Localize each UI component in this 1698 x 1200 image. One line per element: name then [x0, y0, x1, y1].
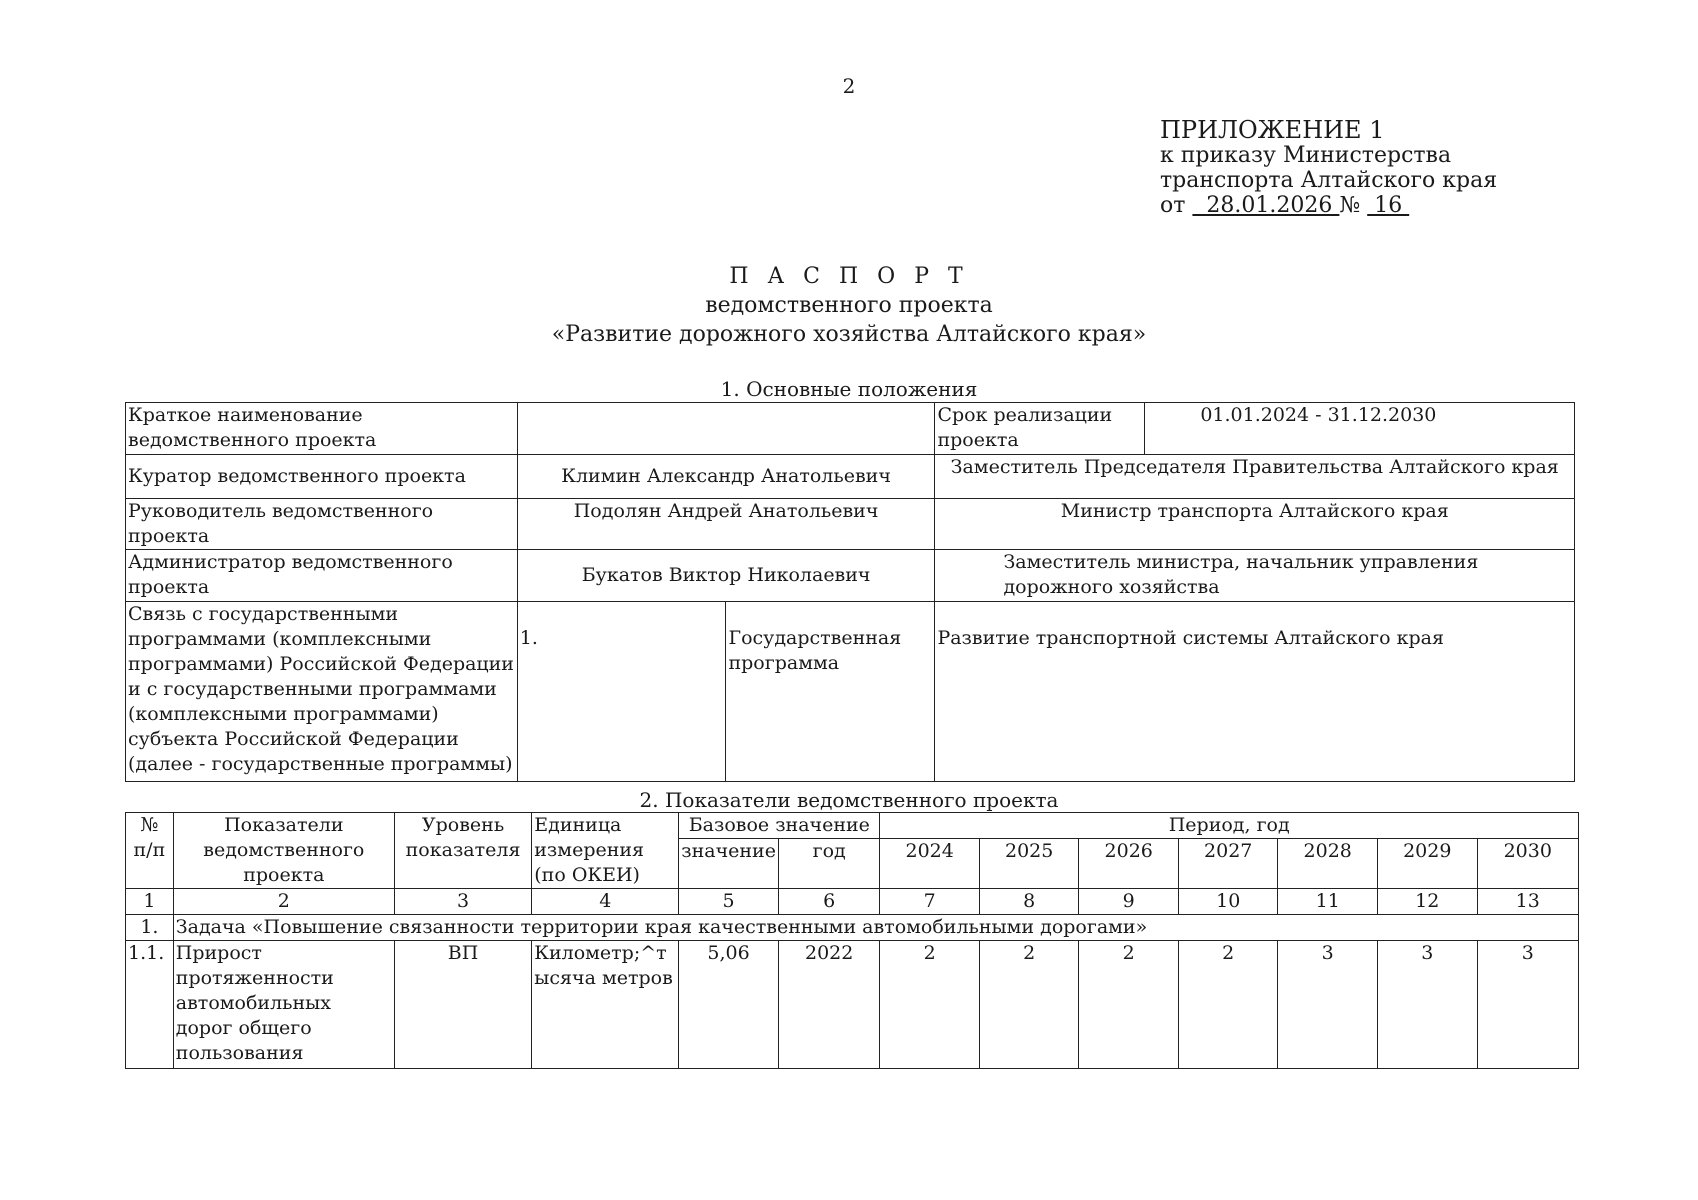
passport-subtitle: ведомственного проекта — [705, 293, 993, 318]
head-position: Министр транспорта Алтайского края — [935, 499, 1575, 550]
year-header: 2028 — [1278, 839, 1378, 889]
appendix-line-1: к приказу Министерства — [1160, 143, 1452, 168]
passport-title: П А С П О Р Т — [729, 264, 969, 289]
order-date: 28.01.2026 — [1192, 193, 1340, 218]
row-value: 3 — [1278, 941, 1378, 1069]
header-base: Базовое значение — [679, 813, 880, 839]
row-value: 2 — [1178, 941, 1278, 1069]
column-number: 12 — [1377, 889, 1477, 915]
column-number: 2 — [173, 889, 394, 915]
term-label: Срок реализации проекта — [935, 403, 1145, 455]
task-text: Задача «Повышение связанности территории края качественными автомобильными дорогами» — [173, 915, 1578, 941]
header-unit: Единица измерения (по ОКЕИ) — [532, 813, 679, 889]
main-provisions-table — [125, 402, 1575, 782]
row-value: 3 — [1477, 941, 1579, 1069]
header-level: Уровень показателя — [394, 813, 531, 889]
column-number: 8 — [979, 889, 1079, 915]
section-2-heading: 2. Показатели ведомственного проекта — [639, 788, 1059, 812]
column-number: 7 — [880, 889, 980, 915]
page-number: 2 — [842, 74, 856, 98]
short-name-label: Краткое наименование ведомственного проекта — [126, 403, 518, 455]
program-link-number: 1. — [517, 602, 726, 782]
header-period: Период, год — [880, 813, 1579, 839]
program-link-name: Развитие транспортной системы Алтайского края — [935, 602, 1575, 782]
term-value: 01.01.2024 - 31.12.2030 — [1145, 403, 1575, 455]
task-number: 1. — [126, 915, 174, 941]
row-number: 1.1. — [126, 941, 174, 1069]
curator-label: Куратор ведомственного проекта — [126, 455, 518, 499]
row-unit: Километр;^тысяча метров — [532, 941, 679, 1069]
admin-position: Заместитель министра, начальник управления дорожного хозяйства — [935, 550, 1575, 602]
year-header: 2025 — [979, 839, 1079, 889]
curator-name: Климин Александр Анатольевич — [517, 455, 935, 499]
row-base-value: 5,06 — [679, 941, 779, 1069]
row-value: 2 — [880, 941, 980, 1069]
year-header: 2026 — [1079, 839, 1179, 889]
date-prefix: от — [1160, 193, 1186, 218]
project-name: «Развитие дорожного хозяйства Алтайского края» — [551, 322, 1147, 347]
column-number: 10 — [1178, 889, 1278, 915]
column-number: 4 — [532, 889, 679, 915]
number-prefix: № — [1339, 193, 1361, 218]
header-num: № п/п — [126, 813, 174, 889]
header-base-value: значение — [679, 839, 779, 889]
appendix-block — [1160, 118, 1497, 218]
appendix-title: ПРИЛОЖЕНИЕ 1 — [1160, 116, 1385, 144]
row-value: 3 — [1377, 941, 1477, 1069]
year-header: 2027 — [1178, 839, 1278, 889]
header-indicator: Показатели ведомственного проекта — [173, 813, 394, 889]
order-number: 16 — [1367, 193, 1410, 218]
row-indicator: Прирост протяженности автомобильных дорог общего пользования — [173, 941, 394, 1069]
row-value: 2 — [1079, 941, 1179, 1069]
row-base-year: 2022 — [778, 941, 879, 1069]
appendix-date-line — [1160, 193, 1497, 218]
head-label: Руководитель ведомственного проекта — [126, 499, 518, 550]
column-number: 9 — [1079, 889, 1179, 915]
row-level: ВП — [394, 941, 531, 1069]
curator-position: Заместитель Председателя Правительства Алтайского края — [935, 455, 1575, 499]
row-value: 2 — [979, 941, 1079, 1069]
column-number: 3 — [394, 889, 531, 915]
passport-title-block — [0, 262, 1698, 349]
column-number: 13 — [1477, 889, 1579, 915]
program-link-type: Государственная программа — [726, 602, 935, 782]
column-number: 1 — [126, 889, 174, 915]
program-link-label: Связь с государственными программами (комплексными программами) Российской Федерации и с государственными программами (комплексными программами) субъекта Российской Федерации (далее - государственные программы) — [126, 602, 518, 782]
short-name-value — [517, 403, 935, 455]
table-row — [126, 941, 1579, 1069]
column-number: 6 — [778, 889, 879, 915]
section-1-heading: 1. Основные положения — [720, 377, 978, 401]
year-header: 2029 — [1377, 839, 1477, 889]
year-header: 2030 — [1477, 839, 1579, 889]
column-number: 5 — [679, 889, 779, 915]
header-base-year: год — [778, 839, 879, 889]
admin-label: Администратор ведомственного проекта — [126, 550, 518, 602]
year-header: 2024 — [880, 839, 980, 889]
admin-name: Букатов Виктор Николаевич — [517, 550, 935, 602]
appendix-line-2: транспорта Алтайского края — [1160, 168, 1498, 193]
column-number: 11 — [1278, 889, 1378, 915]
head-name: Подолян Андрей Анатольевич — [517, 499, 935, 550]
indicators-table — [125, 812, 1579, 1069]
